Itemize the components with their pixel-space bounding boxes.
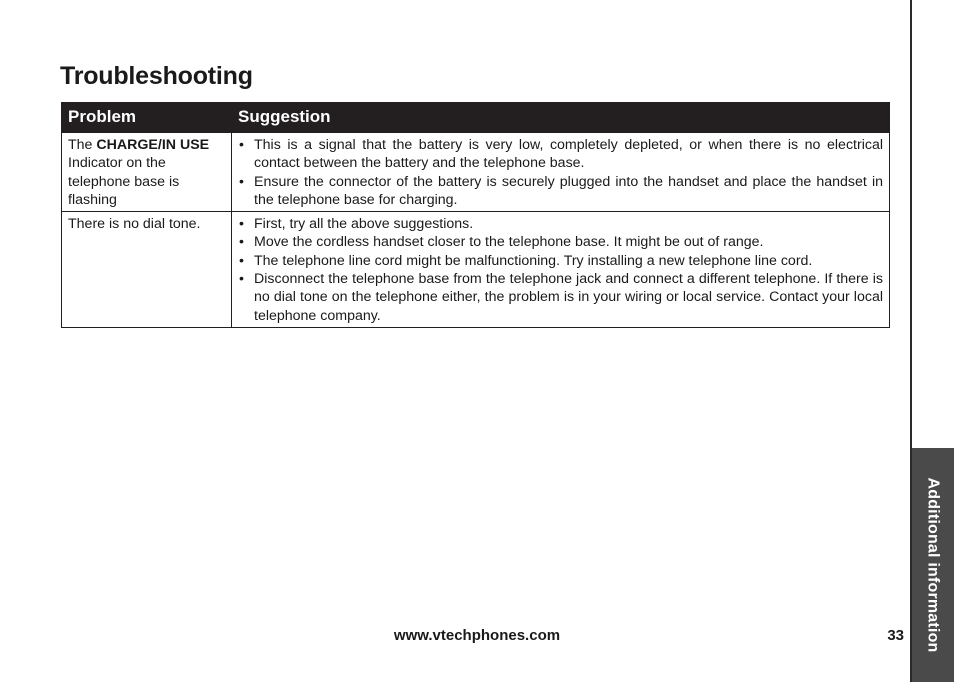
suggestion-list (238, 215, 883, 325)
troubleshooting-table (61, 102, 890, 328)
list-item: • Move the cordless handset closer to the telephone base. It might be out of range. (238, 233, 883, 251)
list-item: • First, try all the above suggestions. (238, 215, 883, 233)
footer-url: www.vtechphones.com (393, 627, 561, 644)
page-title: Troubleshooting (60, 62, 253, 90)
list-item: • This is a signal that the battery is very low, completely depleted, or when there is no electrical contact between the battery and the telephone base. (238, 136, 883, 173)
section-tab-label: Additional information (925, 477, 942, 653)
section-tab-label-wrap (912, 448, 954, 682)
list-item: • The telephone line cord might be malfunctioning. Try installing a new telephone line cord. (238, 252, 883, 270)
table-header-row (62, 103, 890, 133)
header-problem: Problem (62, 103, 232, 133)
problem-text-cont: Indicator on the telephone base is flashing (68, 155, 180, 208)
header-suggestion: Suggestion (232, 103, 890, 133)
indicator-name: CHARGE/IN USE (96, 137, 210, 153)
suggestion-cell (232, 212, 890, 328)
problem-text: The (68, 137, 97, 153)
problem-text: There is no dial tone. (68, 216, 201, 233)
list-item: • Disconnect the telephone base from the telephone jack and connect a different telephone. If there is no dial tone on the telephone either, the problem is in your wiring or local service. Contact your local telephone company. (238, 270, 883, 325)
table-row (62, 133, 890, 212)
table-row (62, 212, 890, 328)
problem-cell (62, 133, 232, 212)
problem-cell (62, 212, 232, 328)
suggestion-cell (232, 133, 890, 212)
suggestion-list (238, 136, 883, 209)
page-number: 33 (887, 627, 904, 644)
list-item: • Ensure the connector of the battery is securely plugged into the handset and place the handset in the telephone base for charging. (238, 173, 883, 210)
